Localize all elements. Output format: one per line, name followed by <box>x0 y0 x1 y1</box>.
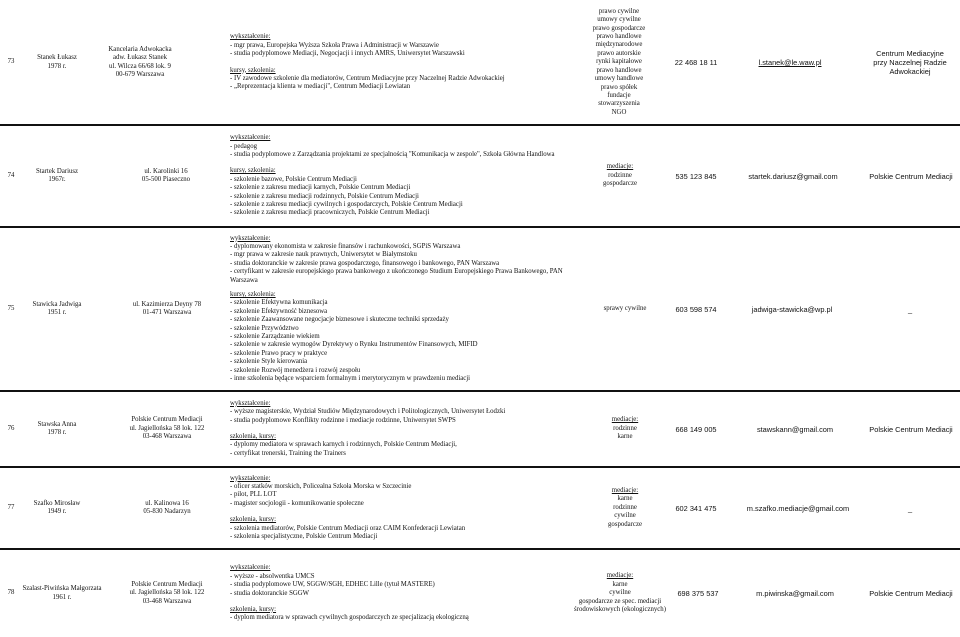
mediator-name: Stawicka Jadwiga 1951 r. <box>32 300 82 316</box>
row-number: 74 <box>7 171 15 179</box>
email-link[interactable]: m.szafko.mediacje@gmail.com <box>746 503 850 513</box>
education-line: - dyplomowany ekonomista w zakresie finansów i rachunkowości, SGPiS Warszawa <box>230 242 461 250</box>
qualifications <box>230 228 570 390</box>
table-row <box>0 228 960 390</box>
course-line: - dyplomy mediatora w sprawach karnych i rodzinnych, Polskie Centrum Mediacji, <box>230 441 457 449</box>
organization: Polskie Centrum Mediacji <box>869 424 953 434</box>
courses-heading: kursy, szkolenia: <box>230 290 276 298</box>
mediator-address: Polskie Centrum Mediacji ul. Jagiellońska 58 lok. 122 03-468 Warszawa <box>129 416 205 441</box>
mediator-name: Szafko Mirosław 1949 r. <box>33 499 81 515</box>
qualifications <box>230 126 570 226</box>
education-heading: wykształcenie: <box>230 134 271 142</box>
education-line: - wyższe magisterskie, Wydział Studiów Międzynarodowych i Politologicznych, Uniwersytet Łodzki <box>230 408 506 416</box>
course-line: - dyplom mediatora w sprawach cywilnych gospodarczych ze specjalizacją ekologiczną <box>230 614 469 622</box>
row-number: 77 <box>7 503 15 511</box>
education-line: - mgr prawa, Europejska Wyższa Szkoła Prawa i Administracji w Warszawie <box>230 41 439 49</box>
mediation-areas: sprawy cywilne <box>603 304 647 312</box>
table-row <box>0 0 960 125</box>
course-line: - szkolenie Przywództwo <box>230 324 299 332</box>
course-line: - szkolenia specjalistyczne, Polskie Centrum Mediacji <box>230 533 378 541</box>
phone: 22 468 18 11 <box>674 58 718 67</box>
education-heading: wykształcenie: <box>230 564 271 572</box>
table-row <box>0 468 960 548</box>
education-line: - oficer statków morskich, Policealna Szkoła Morska w Szczecinie <box>230 482 412 490</box>
organization: _ <box>907 304 913 314</box>
courses-heading: kursy, szkolenia: <box>230 167 276 175</box>
course-line: - szkolenie Style kierowania <box>230 358 308 366</box>
courses-heading: szkolenia, kursy: <box>230 516 277 524</box>
education-line: - wyższe - absolwentka UMCS <box>230 572 315 580</box>
education-line: - magister socjologii - komunikowanie społeczne <box>230 499 364 507</box>
mediation-areas: prawo cywilne umowy cywilne prawo gospodarcze prawo handlowe międzynarodowe prawo autorskie rynki kapitałowe prawo handlowe umowy handlowe prawo spółek fundacje stowarzyszenia NGO <box>592 7 646 116</box>
phone: 603 598 574 <box>675 304 717 314</box>
course-line: - szkolenie bazowe, Polskie Centrum Mediacji <box>230 175 357 183</box>
row-number: 76 <box>7 424 15 432</box>
phone: 698 375 537 <box>677 589 719 598</box>
course-line: - szkolenie Efektywna komunikacja <box>230 299 328 307</box>
education-line: - certyfikant w zakresie europejskiego prawa bankowego z ukończonego Studium Europejskiego Prawa Bankowego, PAN <box>230 268 563 276</box>
mediator-address: ul. Kalinowa 16 05-830 Nadarzyn <box>143 499 191 515</box>
email-link[interactable]: jadwiga-stawicka@wp.pl <box>751 304 833 314</box>
mediator-name: Szalast-Piwińska Małgorzata 1961 r. <box>22 585 102 601</box>
course-line: - szkolenie Rozwój menedżera i rozwój zespołu <box>230 366 361 374</box>
mediator-address: ul. Kazimierza Deyny 78 01-471 Warszawa <box>132 300 202 316</box>
row-number: 73 <box>7 58 15 66</box>
qualifications <box>230 0 560 125</box>
education-heading: wykształcenie: <box>230 399 271 407</box>
education-heading: wykształcenie: <box>230 33 271 41</box>
mediation-areas: mediacje: karne rodzinne cywilne gospodarcze <box>608 486 642 528</box>
email-link[interactable]: stawskann@gmail.com <box>756 424 834 434</box>
education-line: - studia podyplomowe Mediacji, Negocjacji i innych AMRS, Uniwersytet Warszawski <box>230 50 465 58</box>
education-line: - studia podyplomowe z Zarządzania projektami ze specjalnością "Komunikacja w zespole", Szkoła Główna Handlowa <box>230 150 555 158</box>
course-line: - szkolenie z zakresu mediacji cywilnych i gospodarczych, Polskie Centrum Mediacji <box>230 201 463 209</box>
course-line: - szkolenie Zarządzanie wiekiem <box>230 333 320 341</box>
education-heading: wykształcenie: <box>230 474 271 482</box>
mediator-address: Polskie Centrum Mediacji ul. Jagiellońska 58 lok. 122 03-468 Warszawa <box>129 580 205 605</box>
mediator-name: Stawska Anna 1978 r. <box>37 420 77 436</box>
education-line: - studia doktoranckie w zakresie prawa gospodarczego, finansowego i bankowego, PAN Warszawa <box>230 259 500 267</box>
mediator-name: Startek Dariusz 1967r. <box>35 167 79 183</box>
course-line: - szkolenie Zaawansowane negocjacje biznesowe i skuteczne techniki sprzedaży <box>230 316 449 324</box>
course-line: - certyfikat trenerski, Training the Trainers <box>230 449 346 457</box>
qualifications <box>230 392 570 466</box>
table-row <box>0 550 960 637</box>
education-line: - studia podyplomowe Konflikty rodzinne i mediacje rodzinne, Uniwersytet SWPS <box>230 416 456 424</box>
course-line: - IV zawodowe szkolenie dla mediatorów, Centrum Mediacyjne przy Naczelnej Radzie Adwokackiej <box>230 74 505 82</box>
email-link[interactable]: m.piwinska@gmail.com <box>756 589 834 598</box>
organization: Polskie Centrum Mediacji <box>869 171 953 181</box>
education-heading: wykształcenie: <box>230 234 271 242</box>
course-line: - szkolenie Efektywność biznesowa <box>230 307 328 315</box>
course-line: - szkolenia mediatorów, Polskie Centrum Mediacji oraz CAIM Konfederacji Lewiatan <box>230 524 466 532</box>
organization: Polskie Centrum Mediacji <box>869 589 953 598</box>
education-line: - studia podyplomowe UW, SGGW/SGH, EDHEC Lille (tytuł MASTERE) <box>230 581 435 589</box>
table-row <box>0 126 960 226</box>
education-line: - pilot, PLL LOT <box>230 491 277 499</box>
row-number: 75 <box>7 304 15 312</box>
mediation-areas: mediacje: karne cywilne gospodarcze ze spec. mediacji środowiskowych (ekologicznych) <box>574 572 666 614</box>
mediator-name: Stanek Łukasz 1978 r. <box>37 54 77 70</box>
course-line: - szkolenie w zakresie wymogów Dyrektywy o Rynku Instrumentów Finansowych, MIFID <box>230 341 478 349</box>
course-line: - szkolenie z zakresu mediacji karnych, Polskie Centrum Mediacji <box>230 184 411 192</box>
row-number: 78 <box>7 589 15 597</box>
course-line: - „Reprezentacja klienta w mediacji", Centrum Mediacji Lewiatan <box>230 83 411 91</box>
course-line: - szkolenie z zakresu mediacji rodzinnych, Polskie Centrum Mediacji <box>230 192 419 200</box>
qualifications <box>230 550 570 637</box>
education-line: - studia doktoranckie SGGW <box>230 589 310 597</box>
mediation-areas: mediacje: rodzinne gospodarcze <box>603 163 637 188</box>
education-line: Warszawa <box>230 276 258 284</box>
phone: 602 341 475 <box>675 503 717 513</box>
table-row <box>0 392 960 466</box>
mediator-address: Kancelaria Adwokacka adw. Łukasz Stanek ul. Wilcza 66/68 lok. 9 00-679 Warszawa <box>108 45 172 78</box>
education-line: - mgr prawa w zakresie nauk prawnych, Uniwersytet w Białymstoku <box>230 251 417 259</box>
courses-heading: kursy, szkolenia: <box>230 66 276 74</box>
course-line: - szkolenie z zakresu mediacji pracowniczych, Polskie Centrum Mediacji <box>230 209 430 217</box>
education-line: - pedagog <box>230 142 257 150</box>
email-link[interactable]: startek.dariusz@gmail.com <box>748 171 838 181</box>
courses-heading: szkolenia, kursy: <box>230 433 277 440</box>
course-line: - inne szkolenia będące wsparciem formalnym i merytorycznym w prawdzeniu mediacji <box>230 375 471 383</box>
mediation-areas: mediacje: rodzinne karne <box>611 416 639 441</box>
mediator-address: ul. Karolinki 16 05-500 Piaseczno <box>141 167 191 183</box>
course-line: - szkolenie Prawo pracy w praktyce <box>230 349 328 357</box>
courses-heading: szkolenia, kursy: <box>230 605 277 613</box>
organization: Centrum Mediacyjne przy Naczelnej Radzie Adwokackiej <box>873 49 947 76</box>
phone: 668 149 005 <box>675 424 717 434</box>
qualifications <box>230 468 570 548</box>
organization: _ <box>907 503 913 513</box>
phone: 535 123 845 <box>675 171 717 181</box>
email-link[interactable]: l.stanek@le.waw.pl <box>758 58 822 67</box>
